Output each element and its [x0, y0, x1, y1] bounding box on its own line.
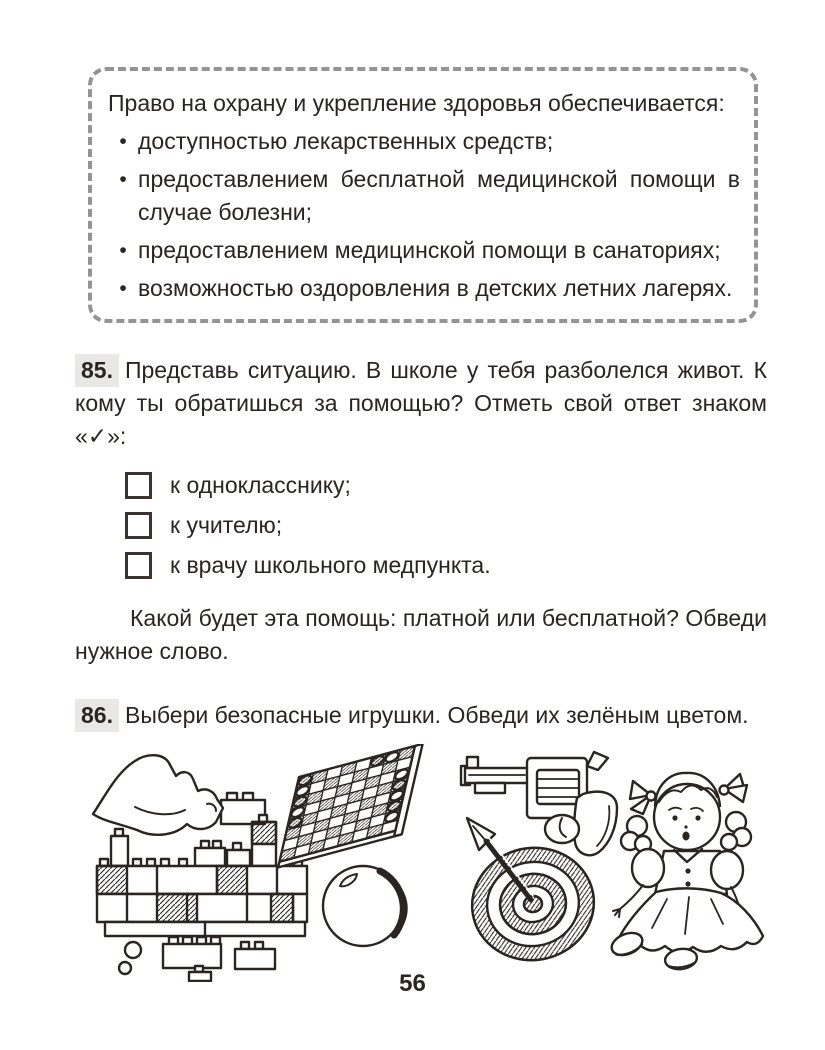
ball-illustration[interactable]	[323, 866, 406, 946]
page-number: 56	[399, 970, 426, 997]
bullet-text: возможностью оздоровления в детских летних лагерях.	[138, 275, 733, 301]
info-box	[88, 67, 758, 323]
info-box-bullet-item	[108, 272, 740, 305]
checkerboard-illustration[interactable]	[278, 744, 423, 867]
option-label: к однокласснику;	[170, 471, 351, 498]
option-checkbox[interactable]	[125, 512, 152, 539]
toys-illustration	[75, 744, 767, 982]
bullet-icon: •	[119, 168, 127, 191]
answer-option	[125, 505, 767, 545]
bullet-text: доступностью лекарственных средств;	[138, 128, 554, 154]
bullet-text: предоставлением бесплатной медицинской помощи в случае болезни;	[138, 166, 740, 225]
option-label: к учителю;	[170, 511, 283, 538]
task-86-text: Выбери безопасные игрушки. Обведи их зелёным цветом.	[124, 702, 749, 728]
option-checkbox[interactable]	[125, 472, 152, 499]
task-85-followup: Какой будет эта помощь: платной или бесплатной? Обведи нужное слово.	[75, 605, 767, 664]
task-86	[75, 699, 767, 732]
info-box-bullet-item	[108, 125, 740, 158]
info-box-title: Право на охрану и укрепление здоровья обеспечивается:	[108, 90, 725, 116]
doll-illustration[interactable]	[608, 773, 763, 971]
bullet-icon: •	[119, 277, 127, 300]
bullet-icon: •	[119, 239, 127, 262]
info-box-bullet-item	[108, 163, 740, 229]
answer-option	[125, 545, 767, 585]
task-number-badge: 85.	[75, 354, 119, 387]
task-85-options	[125, 465, 767, 585]
bullet-text: предоставлением медицинской помощи в санаториях;	[138, 237, 721, 263]
answer-option	[125, 465, 767, 505]
task-85-text: Представь ситуацию. В школе у тебя разболелся живот. К кому ты обратишься за помощью? Отметь свой ответ знаком «✓»:	[75, 357, 767, 449]
task-85	[75, 354, 767, 453]
building-blocks-illustration[interactable]	[93, 755, 307, 981]
option-label: к врачу школьного медпункта.	[170, 551, 491, 578]
option-checkbox[interactable]	[125, 552, 152, 579]
task-number-badge: 86.	[75, 699, 119, 732]
page-content	[75, 67, 767, 982]
bullet-icon: •	[119, 130, 127, 153]
info-box-bullet-item	[108, 234, 740, 267]
